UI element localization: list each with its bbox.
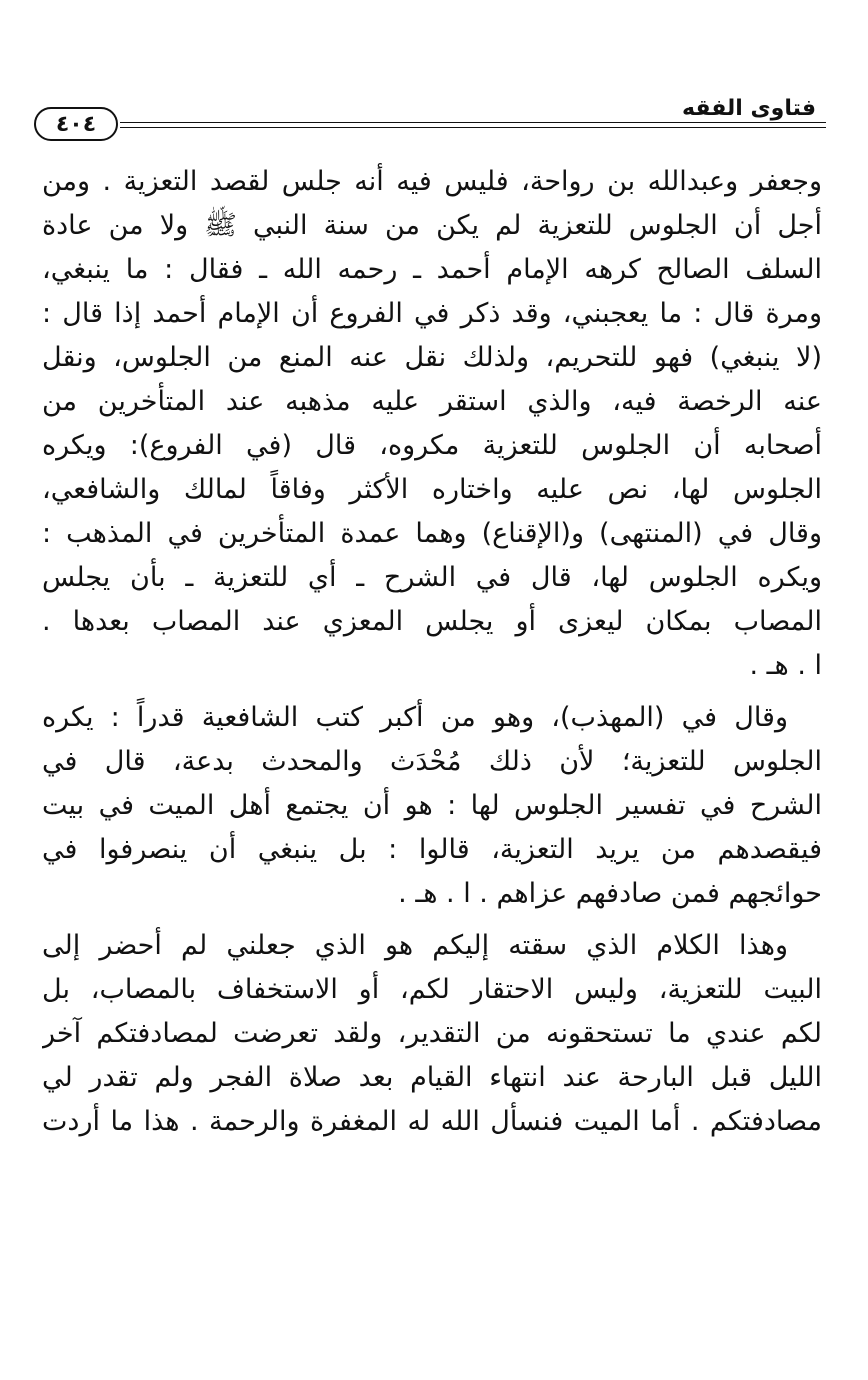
text-line: ويكره الجلوس لها، قال في الشرح ـ أي للتعزية ـ بأن يجلس bbox=[42, 562, 822, 593]
page-number-badge: ٤٠٤ bbox=[34, 107, 118, 141]
header-rule-bottom bbox=[120, 127, 826, 128]
page-header bbox=[34, 94, 826, 154]
main-text bbox=[42, 160, 822, 1144]
text-line: عنه الرخصة فيه، والذي استقر عليه مذهبه عند المتأخرين من bbox=[42, 386, 822, 417]
text-line: وهذا الكلام الذي سقته إليكم هو الذي جعلني لم أحضر إلى bbox=[42, 930, 788, 961]
text-line: لكم عندي ما تستحقونه من التقدير، ولقد تعرضت لمصادفتكم آخر bbox=[42, 1018, 822, 1049]
text-line: (لا ينبغي) فهو للتحريم، ولذلك نقل عنه المنع من الجلوس، ونقل bbox=[42, 342, 822, 373]
text-line: ومرة قال : ما يعجبني، وقد ذكر في الفروع أن الإمام أحمد إذا قال : bbox=[42, 298, 822, 329]
paragraph-gap bbox=[42, 916, 822, 924]
text-line: المصاب بمكان ليعزى أو يجلس المعزي عند المصاب بعدها . bbox=[42, 606, 822, 637]
text-line: الجلوس للتعزية؛ لأن ذلك مُحْدَث والمحدث بدعة، قال في bbox=[42, 746, 822, 777]
text-line: السلف الصالح كرهه الإمام أحمد ـ رحمه الله ـ فقال : ما ينبغي، bbox=[42, 254, 822, 285]
header-rule-top bbox=[120, 122, 826, 123]
text-line: وقال في (المهذب)، وهو من أكبر كتب الشافعية قدراً : يكره bbox=[42, 702, 788, 733]
paragraph-gap bbox=[42, 688, 822, 696]
text-line: الليل قبل البارحة عند انتهاء القيام بعد صلاة الفجر ولم تقدر لي bbox=[42, 1062, 822, 1093]
text-line: وجعفر وعبدالله بن رواحة، فليس فيه أنه جلس لقصد التعزية . ومن bbox=[42, 166, 822, 197]
text-line: حوائجهم فمن صادفهم عزاهم . ا . هـ . bbox=[398, 878, 822, 909]
text-line: مصادفتكم . أما الميت فنسأل الله له المغفرة والرحمة . هذا ما أردت bbox=[42, 1106, 822, 1137]
text-line: ا . هـ . bbox=[749, 650, 822, 681]
text-line: أصحابه أن الجلوس للتعزية مكروه، قال (في الفروع): ويكره bbox=[42, 430, 822, 461]
text-line: فيقصدهم من يريد التعزية، قالوا : بل ينبغي أن ينصرفوا في bbox=[42, 834, 822, 865]
text-line: الجلوس لها، نص عليه واختاره الأكثر وفاقاً لمالك والشافعي، bbox=[42, 474, 822, 505]
text-line: الشرح في تفسير الجلوس لها : هو أن يجتمع أهل الميت في بيت bbox=[42, 790, 822, 821]
running-title: فتاوى الفقه bbox=[682, 96, 816, 121]
text-line: البيت للتعزية، وليس الاحتقار لكم، أو الاستخفاف بالمصاب، بل bbox=[42, 974, 822, 1005]
text-line: أجل أن الجلوس للتعزية لم يكن من سنة النبي ﷺ ولا من عادة bbox=[42, 210, 822, 241]
text-line: وقال في (المنتهى) و(الإقناع) وهما عمدة المتأخرين في المذهب : bbox=[42, 518, 822, 549]
